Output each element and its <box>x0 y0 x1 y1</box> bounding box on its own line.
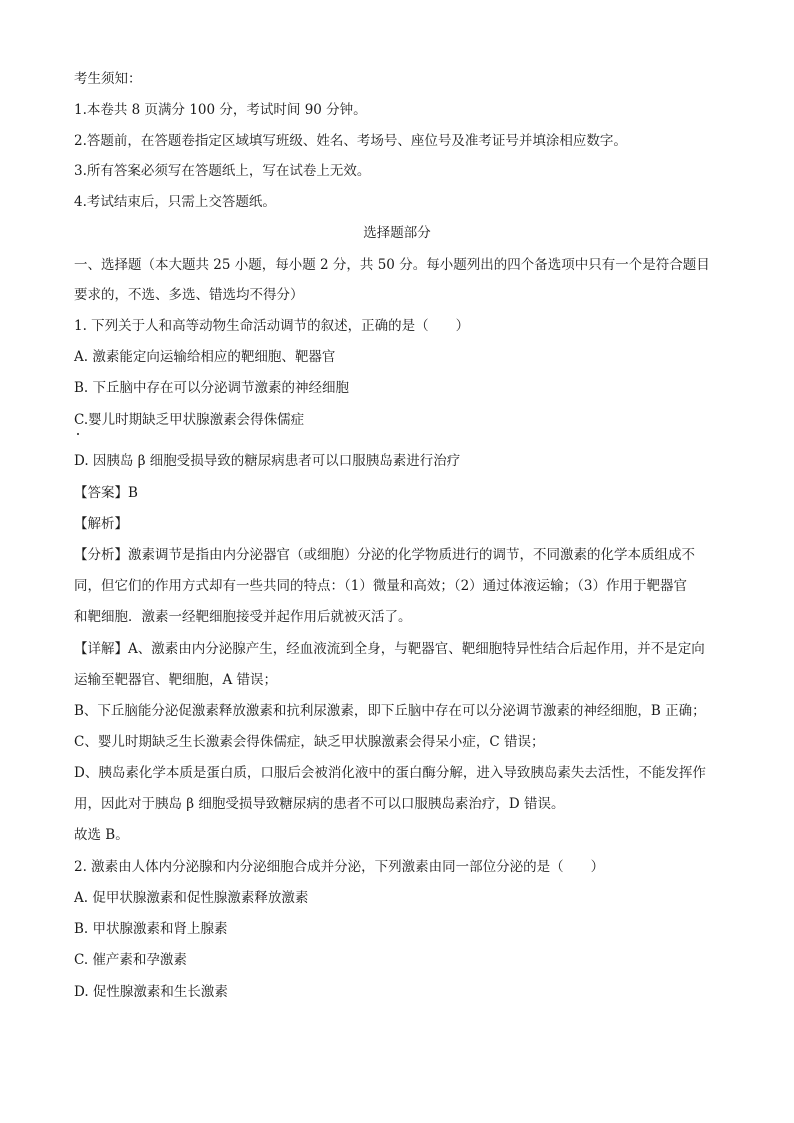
analysis-label: 【解析】 <box>74 516 128 532</box>
question-2-option-c: C. 催产素和孕激素 <box>74 952 187 968</box>
xiangjie-line-1: 【详解】A、激素由内分泌腺产生，经血液流到全身，与靶器官、靶细胞特异性结合后起作用，并不是定向 <box>74 641 705 657</box>
question-1-option-a: A. 激素能定向运输给相应的靶细胞、靶器官 <box>74 349 336 365</box>
part-intro-line-2: 要求的，不选、多选、错选均不得分） <box>74 287 304 303</box>
question-2-option-b: B. 甲状腺激素和肾上腺素 <box>74 921 228 937</box>
fenxi-line-2: 同，但它们的作用方式却有一些共同的特点：（1）微量和高效；（2）通过体液运输；（3）作用于靶器官 <box>74 578 688 594</box>
question-2-option-a: A. 促甲状腺激素和促性腺激素释放激素 <box>74 890 309 906</box>
question-2-stem: 2. 激素由人体内分泌腺和内分泌细胞合成并分泌，下列激素由同一部位分泌的是（ ） <box>74 859 605 875</box>
question-1-stem: 1. 下列关于人和高等动物生命活动调节的叙述，正确的是（ ） <box>74 318 470 334</box>
xiangjie-line-2: 运输至靶器官、靶细胞，A 错误； <box>74 672 278 688</box>
xiangjie-d-line-2: 用，因此对于胰岛 β 细胞受损导致糖尿病的患者不可以口服胰岛素治疗，D 错误。 <box>74 796 565 812</box>
question-1-option-d: D. 因胰岛 β 细胞受损导致的糖尿病患者可以口服胰岛素进行治疗 <box>74 453 461 469</box>
notice-item-4: 4.考试结束后，只需上交答题纸。 <box>74 194 276 210</box>
section-title: 选择题部分 <box>363 225 431 241</box>
conclusion: 故选 B。 <box>74 827 129 843</box>
question-1-option-b: B. 下丘脑中存在可以分泌调节激素的神经细胞 <box>74 380 350 396</box>
fenxi-line-1: 【分析】激素调节是指由内分泌器官（或细胞）分泌的化学物质进行的调节，不同激素的化学本质组成不 <box>74 547 695 563</box>
answer-label: 【答案】B <box>74 485 138 501</box>
notice-title: 考生须知： <box>74 71 142 87</box>
notice-item-3: 3.所有答案必须写在答题纸上，写在试卷上无效。 <box>74 163 371 179</box>
notice-item-2: 2.答题前，在答题卷指定区域填写班级、姓名、考场号、座位号及准考证号并填涂相应数字。 <box>74 133 627 149</box>
notice-item-1: 1.本卷共 8 页满分 100 分，考试时间 90 分钟。 <box>74 102 367 118</box>
xiangjie-c: C、婴儿时期缺乏生长激素会得侏儒症，缺乏甲状腺激素会得呆小症，C 错误； <box>74 734 545 750</box>
scan-speck <box>77 433 79 435</box>
part-intro-line-1: 一、选择题（本大题共 25 小题，每小题 2 分，共 50 分。每小题列出的四个备选项中只有一个是符合题目 <box>74 257 710 273</box>
fenxi-line-3: 和靶细胞．激素一经靶细胞接受并起作用后就被灭活了。 <box>74 609 412 625</box>
question-1-option-c: C.婴儿时期缺乏甲状腺激素会得侏儒症 <box>74 412 305 428</box>
xiangjie-d-line-1: D、胰岛素化学本质是蛋白质，口服后会被消化液中的蛋白酶分解，进入导致胰岛素失去活性，不能发挥作 <box>74 765 706 781</box>
question-2-option-d: D. 促性腺激素和生长激素 <box>74 984 228 1000</box>
xiangjie-b: B、下丘脑能分泌促激素释放激素和抗利尿激素，即下丘脑中存在可以分泌调节激素的神经细胞，B 正确； <box>74 703 706 719</box>
